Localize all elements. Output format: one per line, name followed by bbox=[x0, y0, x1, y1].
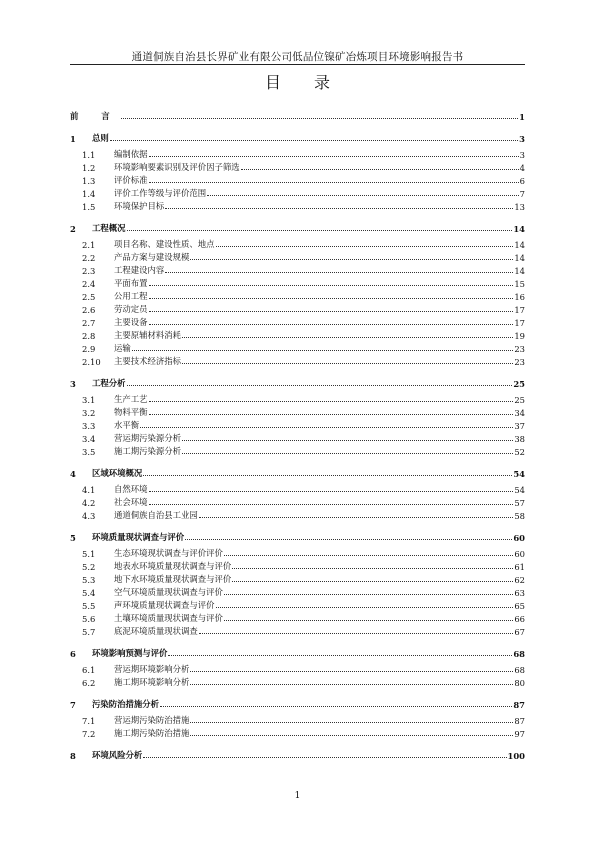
toc-entry-title: 环境质量现状调查与评价 bbox=[92, 532, 185, 542]
toc-entry-page: 14 bbox=[514, 240, 525, 250]
toc-entry-page: 68 bbox=[513, 649, 525, 659]
dot-leader bbox=[216, 245, 514, 247]
dot-leader bbox=[165, 271, 513, 273]
toc-entry-page: 14 bbox=[514, 253, 525, 263]
toc-section-entry[interactable] bbox=[70, 237, 525, 250]
toc-section-entry[interactable] bbox=[70, 482, 525, 495]
dot-leader bbox=[149, 323, 514, 325]
toc-entry-title: 自然环境 bbox=[114, 484, 148, 494]
dot-leader bbox=[132, 349, 514, 351]
toc-chapter-entry[interactable] bbox=[70, 131, 525, 144]
dot-leader bbox=[143, 756, 506, 758]
toc-entry-number: 1 bbox=[70, 134, 76, 144]
dot-leader bbox=[140, 426, 513, 428]
toc-entry-title: 声环境质量现状调查与评价 bbox=[114, 600, 215, 610]
dot-leader bbox=[149, 181, 519, 183]
toc-section-entry[interactable] bbox=[70, 495, 525, 508]
toc-entry-page: 87 bbox=[514, 716, 525, 726]
toc-entry-number: 2 bbox=[70, 224, 76, 234]
toc-entry-page: 66 bbox=[514, 614, 525, 624]
dot-leader bbox=[149, 413, 514, 415]
dot-leader bbox=[190, 670, 513, 672]
toc-entry-number: 5.4 bbox=[82, 588, 96, 598]
toc-entry-number: 2.6 bbox=[82, 305, 96, 315]
toc-entry-number: 6 bbox=[70, 649, 76, 659]
toc-entry-number: 4.3 bbox=[82, 511, 96, 521]
toc-entry-number: 5.6 bbox=[82, 614, 96, 624]
toc-entry-page: 57 bbox=[514, 498, 525, 508]
toc-chapter-entry[interactable] bbox=[70, 646, 525, 659]
toc-entry-page: 1 bbox=[519, 112, 525, 122]
toc-entry-number: 2.1 bbox=[82, 240, 96, 250]
toc-section-entry[interactable] bbox=[70, 444, 525, 457]
toc-section-entry[interactable] bbox=[70, 199, 525, 212]
toc-section-entry[interactable] bbox=[70, 405, 525, 418]
toc-section-entry[interactable] bbox=[70, 147, 525, 160]
dot-leader bbox=[149, 284, 514, 286]
toc-entry-number: 2.9 bbox=[82, 344, 96, 354]
toc-section-entry[interactable] bbox=[70, 713, 525, 726]
toc-entry-page: 52 bbox=[514, 447, 525, 457]
toc-entry-page: 37 bbox=[514, 421, 525, 431]
dot-leader bbox=[199, 632, 514, 634]
toc-entry-title: 工程建设内容 bbox=[114, 265, 165, 275]
toc-entry-page: 60 bbox=[513, 533, 525, 543]
toc-entry-title: 环境风险分析 bbox=[92, 750, 143, 760]
toc-entry-number: 2.2 bbox=[82, 253, 96, 263]
toc-entry-title: 土壤环境质量现状调查与评价 bbox=[114, 613, 223, 623]
toc-entry-title: 环境影响预测与评价 bbox=[92, 648, 168, 658]
toc-entry-number: 5 bbox=[70, 533, 76, 543]
toc-entry-page: 25 bbox=[514, 395, 525, 405]
toc-entry-title: 营运期污染源分析 bbox=[114, 433, 181, 443]
toc-entry-page: 34 bbox=[514, 408, 525, 418]
toc-entry-title: 施工期污染防治措施 bbox=[114, 728, 190, 738]
toc-entry-page: 54 bbox=[514, 485, 525, 495]
toc-section-entry[interactable] bbox=[70, 354, 525, 367]
toc-entry-title: 底泥环境质量现状调查 bbox=[114, 626, 198, 636]
toc-section-entry[interactable] bbox=[70, 289, 525, 302]
toc-entry-number: 3.3 bbox=[82, 421, 96, 431]
toc-entry-number: 7 bbox=[70, 700, 76, 710]
toc-section-entry[interactable] bbox=[70, 276, 525, 289]
toc-entry-number: 3.5 bbox=[82, 447, 96, 457]
toc-entry-page: 3 bbox=[519, 134, 525, 144]
toc-section-entry[interactable] bbox=[70, 418, 525, 431]
page-number: 1 bbox=[294, 791, 301, 801]
dot-leader bbox=[127, 384, 513, 386]
toc-entry-title: 空气环境质量现状调查与评价 bbox=[114, 587, 223, 597]
toc-section-entry[interactable] bbox=[70, 624, 525, 637]
toc-entry-title: 物料平衡 bbox=[114, 407, 148, 417]
toc-entry-number: 5.7 bbox=[82, 627, 96, 637]
toc-entry-number: 2.7 bbox=[82, 318, 96, 328]
dot-leader bbox=[143, 474, 512, 476]
toc-section-entry[interactable] bbox=[70, 572, 525, 585]
toc-section-entry[interactable] bbox=[70, 302, 525, 315]
toc-chapter-entry[interactable] bbox=[70, 376, 525, 389]
toc-entry-number: 4 bbox=[70, 469, 76, 479]
toc-entry-page: 3 bbox=[519, 150, 525, 160]
dot-leader bbox=[149, 155, 519, 157]
toc-entry-number: 1.2 bbox=[82, 163, 96, 173]
dot-leader bbox=[224, 619, 513, 621]
toc-section-entry[interactable] bbox=[70, 508, 525, 521]
toc-entry-number: 3.2 bbox=[82, 408, 96, 418]
toc-entry-title: 编制依据 bbox=[114, 149, 148, 159]
dot-leader bbox=[149, 400, 514, 402]
dot-leader bbox=[165, 207, 513, 209]
toc-entry-page: 14 bbox=[513, 224, 525, 234]
toc-entry-title: 主要原辅材料消耗 bbox=[114, 330, 181, 340]
toc-entry-page: 68 bbox=[514, 665, 525, 675]
dot-leader bbox=[199, 516, 514, 518]
toc-entry-title: 污染防治措施分析 bbox=[92, 699, 159, 709]
toc-section-entry[interactable] bbox=[70, 173, 525, 186]
toc-entry-title: 环境影响要素识别及评价因子筛选 bbox=[114, 162, 240, 172]
dot-leader bbox=[190, 258, 513, 260]
dot-leader bbox=[160, 705, 512, 707]
toc-entry-number: 1.3 bbox=[82, 176, 96, 186]
dot-leader bbox=[185, 538, 512, 540]
toc-entry-title: 评价标准 bbox=[114, 175, 148, 185]
toc-entry-title: 评价工作等级与评价范围 bbox=[114, 188, 207, 198]
dot-leader bbox=[182, 362, 513, 364]
toc-entry-number: 2.3 bbox=[82, 266, 96, 276]
toc-entry-title: 环境保护目标 bbox=[114, 201, 165, 211]
toc-section-entry[interactable] bbox=[70, 315, 525, 328]
toc-entry-title: 施工期污染源分析 bbox=[114, 446, 181, 456]
dot-leader bbox=[127, 229, 513, 231]
toc-section-entry[interactable] bbox=[70, 559, 525, 572]
toc-entry-page: 100 bbox=[507, 751, 525, 761]
toc-entry-number: 2.5 bbox=[82, 292, 96, 302]
dot-leader bbox=[190, 721, 513, 723]
toc-section-entry[interactable] bbox=[70, 186, 525, 199]
toc-chapter-entry[interactable] bbox=[70, 530, 525, 543]
toc-entry-number: 8 bbox=[70, 751, 76, 761]
toc-entry-title: 地下水环境质量现状调查与评价 bbox=[114, 574, 232, 584]
toc-section-entry[interactable] bbox=[70, 341, 525, 354]
dot-leader bbox=[121, 117, 519, 119]
toc-entry-page: 6 bbox=[519, 176, 525, 186]
dot-leader bbox=[224, 593, 513, 595]
toc-entry-number: 2.8 bbox=[82, 331, 96, 341]
toc-entry-number: 7.2 bbox=[82, 729, 96, 739]
dot-leader bbox=[182, 452, 513, 454]
toc-entry-title: 营运期污染防治措施 bbox=[114, 715, 190, 725]
toc-entry-title: 社会环境 bbox=[114, 497, 148, 507]
toc-entry-page: 54 bbox=[513, 469, 525, 479]
toc-entry-title: 主要技术经济指标 bbox=[114, 356, 181, 366]
dot-leader bbox=[190, 683, 513, 685]
toc-entry-page: 14 bbox=[514, 266, 525, 276]
toc-entry-title: 施工期环境影响分析 bbox=[114, 677, 190, 687]
toc-entry-page: 4 bbox=[519, 163, 525, 173]
toc-section-entry[interactable] bbox=[70, 546, 525, 559]
toc-chapter-entry[interactable] bbox=[70, 466, 525, 479]
toc-section-entry[interactable] bbox=[70, 585, 525, 598]
toc-entry-number: 1.1 bbox=[82, 150, 96, 160]
toc-entry-number: 6.2 bbox=[82, 678, 96, 688]
toc-entry-title: 劳动定员 bbox=[114, 304, 148, 314]
dot-leader bbox=[232, 567, 513, 569]
dot-leader bbox=[241, 168, 519, 170]
toc-entry-title: 主要设备 bbox=[114, 317, 148, 327]
toc-entry-title: 工程概况 bbox=[92, 223, 126, 233]
toc-entry-page: 13 bbox=[514, 202, 525, 212]
toc-entry-number: 4.1 bbox=[82, 485, 96, 495]
toc-entry-number: 7.1 bbox=[82, 716, 96, 726]
toc-section-entry[interactable] bbox=[70, 263, 525, 276]
dot-leader bbox=[110, 139, 518, 141]
toc-entry-number: 3.1 bbox=[82, 395, 96, 405]
toc-entry-title: 区域环境概况 bbox=[92, 468, 143, 478]
toc-entry-page: 58 bbox=[514, 511, 525, 521]
toc-entry-page: 97 bbox=[514, 729, 525, 739]
dot-leader bbox=[207, 194, 519, 196]
table-of-contents bbox=[70, 109, 525, 761]
toc-chapter-entry[interactable] bbox=[70, 697, 525, 710]
toc-entry-page: 80 bbox=[514, 678, 525, 688]
toc-section-entry[interactable] bbox=[70, 675, 525, 688]
toc-entry-title: 工程分析 bbox=[92, 378, 126, 388]
toc-entry-number: 4.2 bbox=[82, 498, 96, 508]
toc-entry-title: 运输 bbox=[114, 343, 131, 353]
toc-entry-title: 平面布置 bbox=[114, 278, 148, 288]
toc-section-entry[interactable] bbox=[70, 662, 525, 675]
toc-entry-title: 产品方案与建设规模 bbox=[114, 252, 190, 262]
dot-leader bbox=[182, 336, 513, 338]
toc-entry-title: 生产工艺 bbox=[114, 394, 148, 404]
toc-entry-page: 65 bbox=[514, 601, 525, 611]
toc-entry-page: 67 bbox=[514, 627, 525, 637]
toc-entry-page: 25 bbox=[513, 379, 525, 389]
toc-entry-page: 17 bbox=[514, 305, 525, 315]
toc-entry-title: 项目名称、建设性质、地点 bbox=[114, 239, 215, 249]
toc-entry-number: 1.5 bbox=[82, 202, 96, 212]
toc-entry-title: 营运期环境影响分析 bbox=[114, 664, 190, 674]
toc-title: 目 录 bbox=[264, 73, 345, 92]
dot-leader bbox=[232, 580, 513, 582]
toc-entry-number: 2.4 bbox=[82, 279, 96, 289]
toc-section-entry[interactable] bbox=[70, 598, 525, 611]
toc-entry-number: 5.2 bbox=[82, 562, 96, 572]
toc-entry-title: 公用工程 bbox=[114, 291, 148, 301]
dot-leader bbox=[190, 734, 513, 736]
dot-leader bbox=[182, 439, 513, 441]
toc-entry-number: 3 bbox=[70, 379, 76, 389]
toc-entry-page: 87 bbox=[513, 700, 525, 710]
toc-entry-page: 23 bbox=[514, 357, 525, 367]
toc-entry-title: 地表水环境质量现状调查与评价 bbox=[114, 561, 232, 571]
dot-leader bbox=[168, 654, 512, 656]
toc-section-entry[interactable] bbox=[70, 726, 525, 739]
toc-section-entry[interactable] bbox=[70, 611, 525, 624]
dot-leader bbox=[149, 310, 514, 312]
dot-leader bbox=[216, 606, 514, 608]
toc-entry-title: 生态环境现状调查与评价评价 bbox=[114, 548, 223, 558]
toc-entry-title: 总则 bbox=[92, 133, 109, 143]
toc-entry-page: 23 bbox=[514, 344, 525, 354]
toc-entry-page: 61 bbox=[514, 562, 525, 572]
toc-entry-number: 5.5 bbox=[82, 601, 96, 611]
toc-entry-number: 5.1 bbox=[82, 549, 96, 559]
toc-entry-page: 7 bbox=[519, 189, 525, 199]
toc-entry-page: 63 bbox=[514, 588, 525, 598]
dot-leader bbox=[149, 297, 514, 299]
toc-entry-page: 17 bbox=[514, 318, 525, 328]
toc-entry-number: 3.4 bbox=[82, 434, 96, 444]
toc-section-entry[interactable] bbox=[70, 250, 525, 263]
toc-entry-number: 2.10 bbox=[82, 357, 101, 367]
toc-entry-number: 6.1 bbox=[82, 665, 96, 675]
toc-entry-page: 16 bbox=[514, 292, 525, 302]
toc-entry-title: 水平衡 bbox=[114, 420, 140, 430]
toc-section-entry[interactable] bbox=[70, 392, 525, 405]
toc-chapter-entry[interactable] bbox=[70, 748, 525, 761]
dot-leader bbox=[149, 503, 514, 505]
toc-entry-page: 19 bbox=[514, 331, 525, 341]
running-header-title: 通道侗族自治县长界矿业有限公司低品位镍矿冶炼项目环境影响报告书 bbox=[131, 51, 464, 63]
toc-chapter-entry[interactable] bbox=[70, 221, 525, 234]
toc-entry-number: 5.3 bbox=[82, 575, 96, 585]
toc-entry-page: 38 bbox=[514, 434, 525, 444]
toc-entry-page: 62 bbox=[514, 575, 525, 585]
dot-leader bbox=[149, 490, 514, 492]
toc-section-entry[interactable] bbox=[70, 431, 525, 444]
toc-entry-number: 1.4 bbox=[82, 189, 96, 199]
toc-entry-page: 15 bbox=[514, 279, 525, 289]
dot-leader bbox=[224, 554, 513, 556]
toc-entry-title: 前 言 bbox=[70, 111, 120, 121]
toc-entry-page: 60 bbox=[514, 549, 525, 559]
toc-section-entry[interactable] bbox=[70, 328, 525, 341]
header-rule bbox=[70, 64, 525, 65]
toc-chapter-entry[interactable] bbox=[70, 109, 525, 122]
toc-entry-title: 通道侗族自治县工业园 bbox=[114, 510, 198, 520]
toc-section-entry[interactable] bbox=[70, 160, 525, 173]
